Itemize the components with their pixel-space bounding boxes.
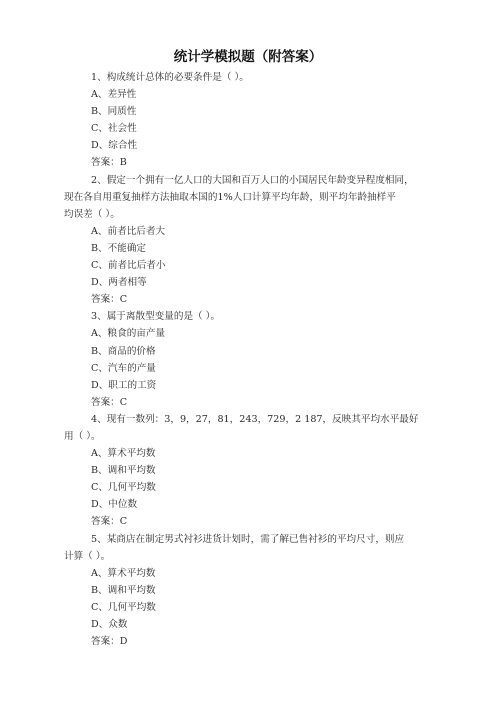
option: C、前者比后者小 (91, 260, 166, 272)
option: D、众数 (91, 619, 128, 630)
option: D、综合性 (91, 140, 138, 152)
answer: 答案：C (91, 516, 128, 528)
option: A、算术平均数 (91, 567, 156, 579)
option: B、商品的价格 (91, 345, 156, 357)
option: B、调和平均数 (91, 584, 156, 596)
answer: 答案：B (91, 157, 127, 169)
option: C、社会性 (91, 123, 137, 135)
option: D、职工的工资 (91, 379, 157, 391)
option: B、同质性 (91, 106, 137, 118)
option: C、汽车的产量 (91, 362, 156, 374)
answer: 答案：C (91, 396, 128, 408)
option: B、不能确定 (91, 242, 147, 254)
option: D、两者相等 (91, 277, 147, 289)
question-stem: 2、假定一个拥有一亿人口的大国和百万人口的小国居民年龄变异程度相同， (91, 174, 414, 186)
option: A、粮食的亩产量 (91, 328, 166, 340)
answer: 答案：C (91, 294, 128, 306)
question-stem: 1、构成统计总体的必要条件是（ ）。 (91, 72, 249, 83)
question-stem-continued: 计算（ ）。 (64, 550, 111, 562)
option: C、几何平均数 (91, 482, 156, 494)
option: C、几何平均数 (91, 601, 156, 613)
document-title: 统计学模拟题（附答案） (173, 49, 323, 65)
option: B、调和平均数 (91, 465, 156, 477)
question-stem-continued: 现在各自用重复抽样方法抽取本国的1%人口计算平均年龄，则平均年龄抽样平 (64, 191, 396, 203)
option: A、前者比后者大 (91, 225, 166, 237)
option: A、算术平均数 (91, 448, 156, 460)
question-stem: 3、属于离散型变量的是（ ）。 (91, 311, 221, 323)
answer: 答案：D (91, 636, 128, 648)
option: A、差异性 (91, 89, 137, 101)
question-list (64, 69, 441, 650)
question-stem-continued: 均误差（ ）。 (64, 208, 120, 220)
question-stem-continued: 用（ ）。 (64, 430, 101, 442)
question-stem: 5、某商店在制定男式衬衫进货计划时，需了解已售衬衫的平均尺寸，则应 (91, 533, 405, 545)
question-stem: 4、现有一数列：3，9，27，81，243，729，2 187，反映其平均水平最好 (91, 413, 419, 425)
option: D、中位数 (91, 499, 138, 511)
